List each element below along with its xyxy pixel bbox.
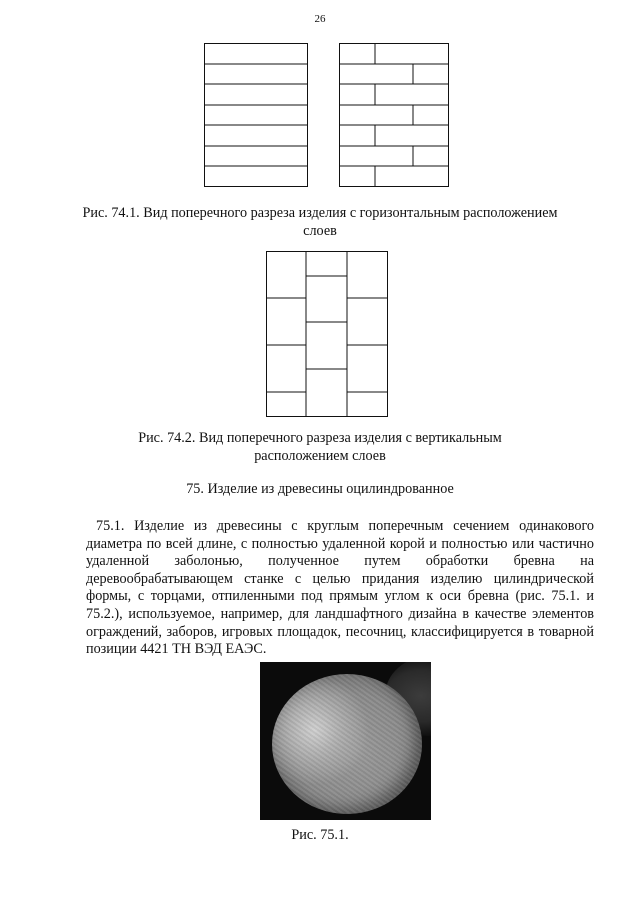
figure-75-1-caption: Рис. 75.1. xyxy=(291,827,349,843)
paragraph-line: диаметра по всей длине, с полностью удаленной корой и полностью или частично xyxy=(86,535,594,552)
figure-74-2-caption-line2: расположением слоев xyxy=(254,448,386,464)
paragraph-line: деревообрабатывающем станке с целью придания изделию цилиндрической xyxy=(86,570,594,587)
paragraph-line: ограждений, заборов, игровых площадок, песочниц, классифицируется в товарной xyxy=(86,623,594,640)
figure-74-1-caption xyxy=(40,204,600,240)
figure-74-1-caption-line2: слоев xyxy=(303,223,337,239)
paragraph-line: формы, с торцами, отпиленными под прямым углом к оси бревна (рис. 75.1. и xyxy=(86,588,594,605)
paragraph-line: 75.2.), используемое, например, для ландшафтного дизайна в качестве элементов xyxy=(86,605,594,622)
log-end-texture xyxy=(272,674,422,814)
paragraph-line: позиции 4421 ТН ВЭД ЕАЭС. xyxy=(86,641,267,658)
paragraph-line: 75.1. Изделие из древесины с круглым поперечным сечением одинакового xyxy=(96,518,594,534)
figure-74-2-diagram xyxy=(266,251,388,417)
page-number: 26 xyxy=(314,13,326,25)
section-paragraph xyxy=(86,518,594,659)
section-heading: 75. Изделие из древесины оцилиндрованное xyxy=(186,481,454,497)
paragraph-line: удаленной заболонью, полученное путем обработки бревна на xyxy=(86,553,594,570)
figure-74-1-caption-line1: Рис. 74.1. Вид поперечного разреза изделия с горизонтальным расположением xyxy=(82,205,558,221)
figure-74-2-caption xyxy=(40,429,600,465)
figure-74-1-right-diagram xyxy=(339,43,449,187)
figure-75-1-photo xyxy=(260,662,431,820)
figure-74-2-caption-line1: Рис. 74.2. Вид поперечного разреза изделия с вертикальным xyxy=(138,430,502,446)
figure-74-1-left-diagram xyxy=(204,43,308,187)
